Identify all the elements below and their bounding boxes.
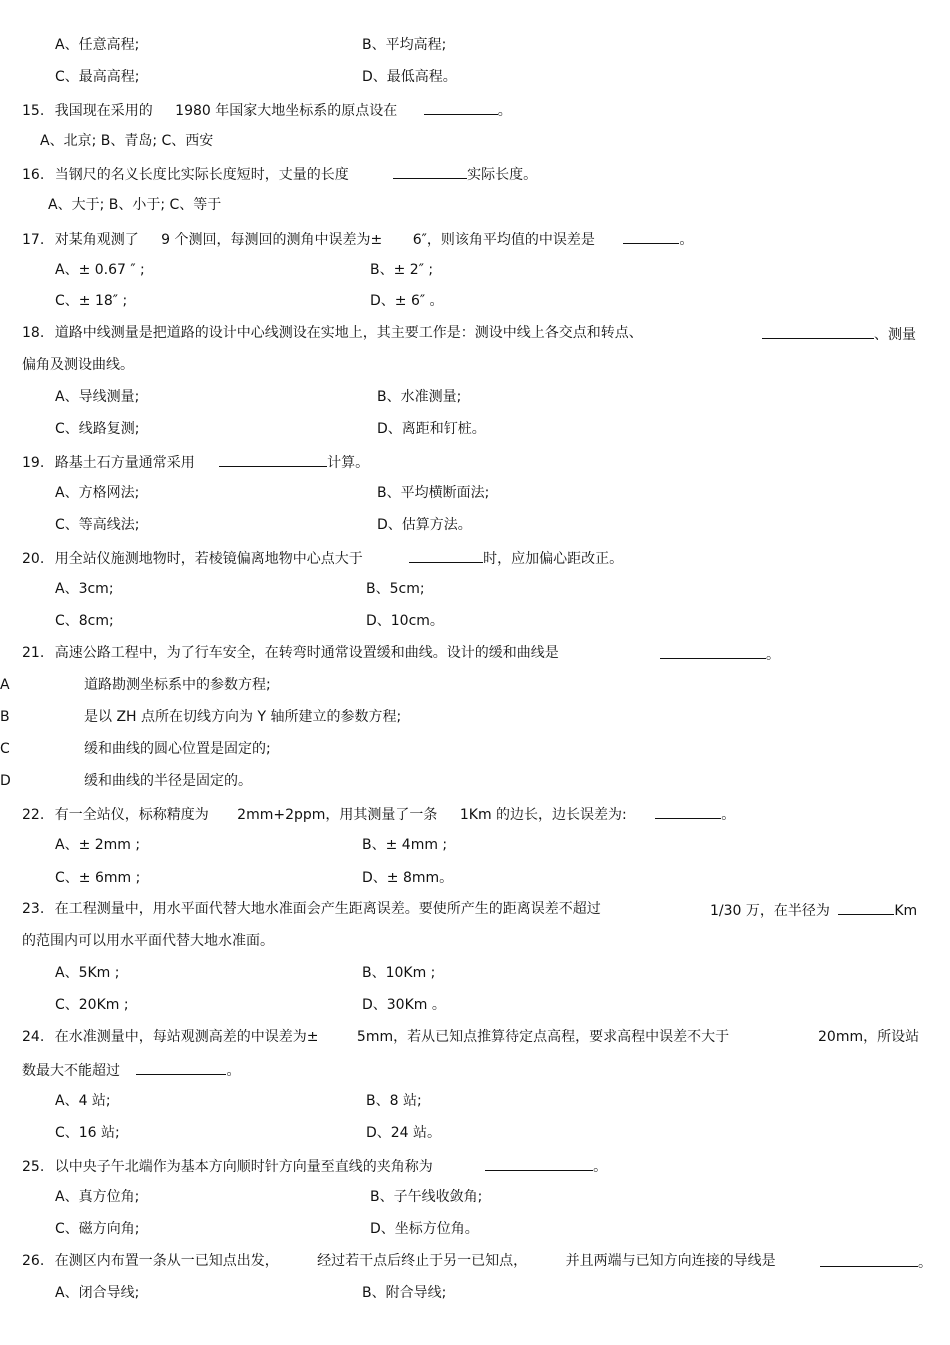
question-18 [22, 324, 643, 342]
answer-blank [762, 324, 874, 339]
question-text: 高速公路工程中，为了行车安全，在转弯时通常设置缓和曲线。设计的缓和曲线是 [54, 645, 559, 661]
question-tail: 。 [766, 647, 780, 663]
q14-option-d: D、最低高程。 [362, 69, 457, 85]
question-17-option-c: C、± 18″ ; [55, 293, 128, 309]
question-16-options: A、大于; B、小于; C、等于 [48, 197, 222, 213]
question-text: 当钢尺的名义长度比实际长度短时，丈量的长度 [54, 167, 349, 183]
question-17 [22, 229, 693, 247]
question-text: 在水准测量中，每站观测高差的中误差为± [54, 1029, 319, 1045]
question-26-option-b: B、附合导线; [362, 1285, 447, 1301]
question-text: 数最大不能超过 [22, 1063, 120, 1079]
question-tail: 。 [721, 807, 736, 823]
question-tail: 时，应加偏心距改正。 [483, 551, 624, 567]
question-18-option-d: D、离距和钉桩。 [377, 421, 486, 437]
question-text: 在工程测量中，用水平面代替大地水准面会产生距离误差。要使所产生的距离误差不超过 [54, 901, 601, 917]
question-21-option-a: 道路勘测坐标系中的参数方程; [84, 677, 271, 693]
question-21-letter-d: D [0, 773, 11, 789]
question-number: 24. [22, 1029, 45, 1045]
question-number: 17. [22, 232, 45, 248]
question-24-option-a: A、4 站; [55, 1093, 111, 1109]
question-26 [22, 1252, 776, 1270]
question-text: 1980 年国家大地坐标系的原点设在 [175, 103, 398, 119]
question-23-continuation: 的范围内可以用水平面代替大地水准面。 [22, 933, 274, 949]
question-number: 22. [22, 807, 45, 823]
answer-blank [136, 1060, 226, 1075]
question-number: 23. [22, 901, 45, 917]
question-15 [22, 100, 512, 118]
question-23-blank [710, 900, 917, 918]
question-tail: 。 [918, 1255, 932, 1271]
answer-blank [623, 229, 679, 244]
question-text: 用全站仪施测地物时，若棱镜偏离地物中心点大于 [54, 551, 363, 567]
q14-option-c: C、最高高程; [55, 69, 140, 85]
question-24-option-c: C、16 站; [55, 1125, 120, 1141]
question-21-option-b: 是以 ZH 点所在切线方向为 Y 轴所建立的参数方程; [84, 709, 402, 725]
question-text: 5mm，若从已知点推算待定点高程，要求高程中误差不大于 [356, 1029, 730, 1045]
question-22 [22, 804, 735, 822]
answer-blank [409, 548, 483, 563]
question-26-blank [820, 1252, 932, 1270]
question-20-option-c: C、8cm; [55, 613, 114, 629]
question-18-option-a: A、导线测量; [55, 389, 140, 405]
question-20 [22, 548, 623, 566]
question-tail: 。 [593, 1159, 608, 1175]
question-23 [22, 900, 601, 918]
question-tail: 。 [226, 1063, 241, 1079]
question-text: 2mm+2ppm，用其测量了一条 [237, 807, 438, 823]
question-number: 18. [22, 325, 45, 341]
question-number: 16. [22, 167, 45, 183]
answer-blank [393, 164, 467, 179]
question-16 [22, 164, 537, 182]
question-19 [22, 452, 369, 470]
question-text: 并且两端与已知方向连接的导线是 [565, 1253, 776, 1269]
question-17-option-a: A、± 0.67 ″ ; [55, 262, 145, 278]
question-21-letter-b: B [0, 709, 10, 725]
question-text: 对某角观测了 [54, 232, 139, 248]
question-23-option-c: C、20Km ; [55, 997, 129, 1013]
question-text: 1Km 的边长，边长误差为: [459, 807, 627, 823]
question-25-option-c: C、磁方向角; [55, 1221, 140, 1237]
question-text: 以中央子午北端作为基本方向顺时针方向量至直线的夹角称为 [54, 1159, 433, 1175]
question-17-option-b: B、± 2″ ; [370, 262, 434, 278]
question-text: 有一全站仪，标称精度为 [54, 807, 209, 823]
question-20-option-b: B、5cm; [366, 581, 425, 597]
question-24-option-d: D、24 站。 [366, 1125, 442, 1141]
question-text: 在测区内布置一条从一已知点出发， [54, 1253, 279, 1269]
answer-blank [424, 100, 498, 115]
question-text: 我国现在采用的 [54, 103, 153, 119]
q14-option-a: A、任意高程; [55, 37, 140, 53]
question-text: 道路中线测量是把道路的设计中心线测设在实地上，其主要工作是：测设中线上各交点和转点、 [54, 325, 643, 341]
question-tail: 、测量 [874, 327, 916, 343]
question-19-option-a: A、方格网法; [55, 485, 140, 501]
question-23-option-d: D、30Km 。 [362, 997, 446, 1013]
question-tail: 实际长度。 [467, 167, 538, 183]
question-24-option-b: B、8 站; [366, 1093, 422, 1109]
question-25-option-a: A、真方位角; [55, 1189, 140, 1205]
question-24 [22, 1028, 729, 1046]
question-21-blank [660, 644, 780, 662]
question-number: 19. [22, 455, 45, 471]
question-23-option-a: A、5Km ; [55, 965, 120, 981]
question-25-option-b: B、子午线收敛角; [370, 1189, 483, 1205]
question-20-option-a: A、3cm; [55, 581, 114, 597]
question-text: 经过若干点后终止于另一已知点， [317, 1253, 528, 1269]
question-21-option-c: 缓和曲线的圆心位置是固定的; [84, 741, 271, 757]
question-21-option-d: 缓和曲线的半径是固定的。 [84, 773, 252, 789]
question-18-option-c: C、线路复测; [55, 421, 140, 437]
question-19-option-d: D、估算方法。 [377, 517, 472, 533]
question-19-option-b: B、平均横断面法; [377, 485, 490, 501]
question-21-letter-c: C [0, 741, 10, 757]
question-19-option-c: C、等高线法; [55, 517, 140, 533]
question-22-option-a: A、± 2mm ; [55, 837, 141, 853]
answer-blank [838, 900, 894, 915]
question-20-option-d: D、10cm。 [366, 613, 444, 629]
question-15-options: A、北京; B、青岛; C、西安 [40, 133, 214, 149]
question-number: 15. [22, 103, 45, 119]
question-number: 26. [22, 1253, 45, 1269]
question-24-end: 20mm，所设站 [818, 1029, 920, 1045]
answer-blank [660, 644, 766, 659]
question-number: 20. [22, 551, 45, 567]
question-18-option-b: B、水准测量; [377, 389, 462, 405]
question-17-option-d: D、± 6″ 。 [370, 293, 444, 309]
question-tail: 。 [497, 103, 512, 119]
answer-blank [820, 1252, 918, 1267]
question-22-option-d: D、± 8mm。 [362, 870, 454, 886]
question-tail: 。 [679, 232, 694, 248]
question-24-continuation [22, 1060, 240, 1078]
question-25-option-d: D、坐标方位角。 [370, 1221, 479, 1237]
question-21 [22, 644, 559, 662]
question-22-option-c: C、± 6mm ; [55, 870, 141, 886]
q14-option-b: B、平均高程; [362, 37, 447, 53]
question-25 [22, 1156, 607, 1174]
question-18-blank [762, 324, 916, 342]
answer-blank [655, 804, 721, 819]
question-21-letter-a: A [0, 677, 10, 693]
question-text: 1/30 万，在半径为 [710, 903, 830, 919]
question-18-continuation: 偏角及测设曲线。 [22, 357, 134, 373]
question-23-option-b: B、10Km ; [362, 965, 436, 981]
question-tail: Km [894, 903, 918, 919]
answer-blank [219, 452, 327, 467]
question-text: 9 个测回，每测回的测角中误差为± [161, 232, 383, 248]
answer-blank [485, 1156, 593, 1171]
question-text: 6″，则该角平均值的中误差是 [412, 232, 595, 248]
question-number: 21. [22, 645, 45, 661]
question-22-option-b: B、± 4mm ; [362, 837, 448, 853]
question-text: 路基土石方量通常采用 [54, 455, 195, 471]
question-26-option-a: A、闭合导线; [55, 1285, 140, 1301]
question-number: 25. [22, 1159, 45, 1175]
question-tail: 计算。 [327, 455, 370, 471]
